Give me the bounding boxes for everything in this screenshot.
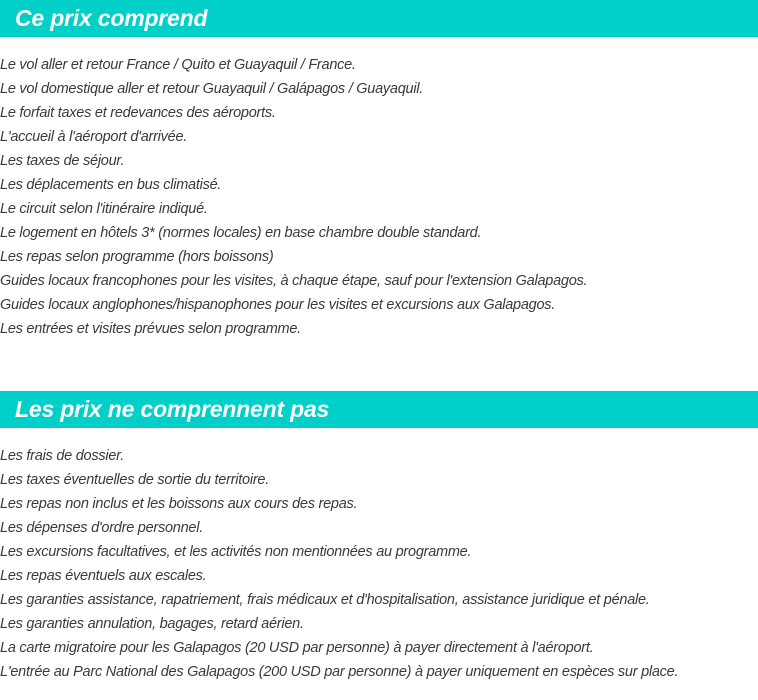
excludes-list-item: Les repas non inclus et les boissons aux cours des repas. (0, 496, 358, 512)
includes-list-item: Le logement en hôtels 3* (normes locales) en base chambre double standard. (0, 225, 482, 241)
excludes-list-item: Les frais de dossier. (0, 448, 124, 464)
excludes-list-item: Les taxes éventuelles de sortie du territoire. (0, 472, 269, 488)
excludes-section-title: Les prix ne comprennent pas (15, 396, 330, 422)
includes-list (0, 53, 587, 341)
includes-list-item: Les taxes de séjour. (0, 153, 125, 169)
excludes-list-item: Les garanties assistance, rapatriement, frais médicaux et d'hospitalisation, assistance juridique et pénale. (0, 592, 650, 608)
includes-list-item: Le vol aller et retour France / Quito et Guayaquil / France. (0, 57, 356, 73)
includes-list-item: Le forfait taxes et redevances des aéroports. (0, 105, 276, 121)
includes-list-item: Les déplacements en bus climatisé. (0, 177, 222, 193)
includes-section-title: Ce prix comprend (15, 5, 208, 31)
excludes-list-item: Les repas éventuels aux escales. (0, 568, 207, 584)
excludes-list-item: La carte migratoire pour les Galapagos (20 USD par personne) à payer directement à l'aéroport. (0, 640, 594, 656)
includes-list-item: Guides locaux anglophones/hispanophones pour les visites et excursions aux Galapagos. (0, 297, 556, 313)
excludes-list (0, 444, 678, 684)
includes-list-item: Les entrées et visites prévues selon programme. (0, 321, 301, 337)
includes-list-item: Le vol domestique aller et retour Guayaquil / Galápagos / Guayaquil. (0, 81, 424, 97)
includes-section-header (0, 0, 758, 37)
includes-list-item: Guides locaux francophones pour les visites, à chaque étape, sauf pour l'extension Galapagos. (0, 273, 588, 289)
includes-list-item: Le circuit selon l'itinéraire indiqué. (0, 201, 208, 217)
includes-list-item: Les repas selon programme (hors boissons) (0, 249, 274, 265)
excludes-list-item: Les garanties annulation, bagages, retard aérien. (0, 616, 304, 632)
includes-list-item: L'accueil à l'aéroport d'arrivée. (0, 129, 188, 145)
excludes-section-header (0, 391, 758, 428)
excludes-list-item: L'entrée au Parc National des Galapagos (200 USD par personne) à payer uniquement en espèces sur place. (0, 664, 679, 680)
excludes-list-item: Les dépenses d'ordre personnel. (0, 520, 203, 536)
excludes-list-item: Les excursions facultatives, et les activités non mentionnées au programme. (0, 544, 472, 560)
